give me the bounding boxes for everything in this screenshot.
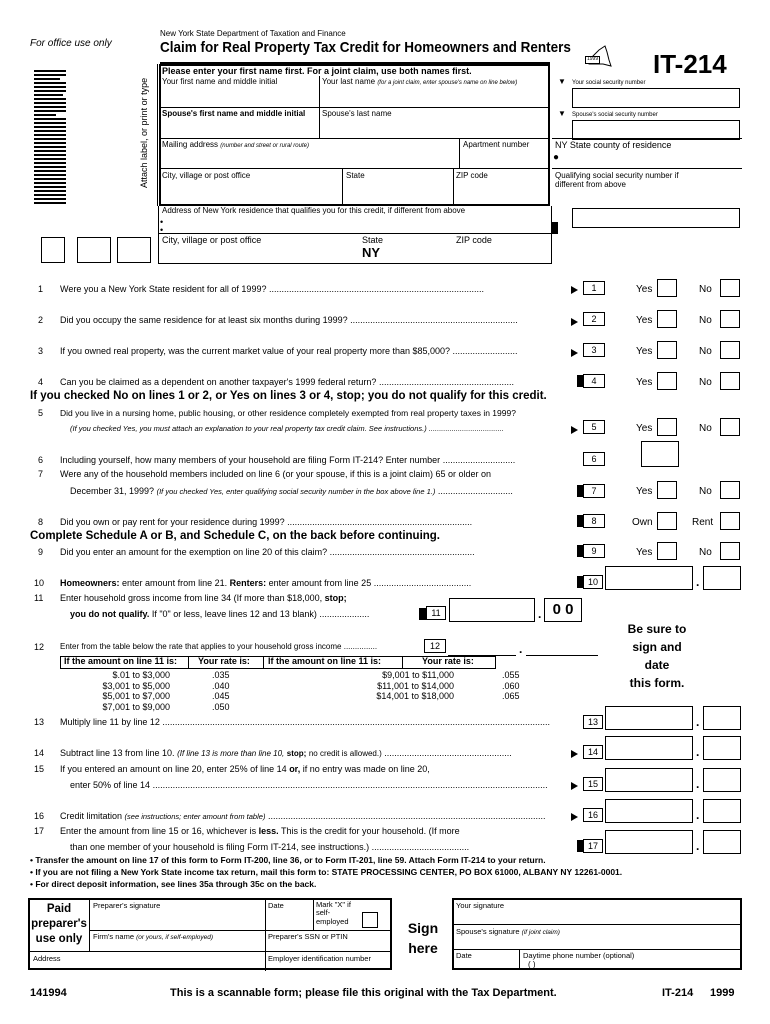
ny-residence-address-field[interactable] [166, 218, 546, 232]
preparer-address-field[interactable] [33, 962, 261, 970]
your-last-name-label: Your last name (for a joint claim, enter spouse's name on line below) [322, 77, 518, 86]
your-first-name-field[interactable] [162, 88, 317, 106]
line-10-dollars-field[interactable] [605, 566, 693, 590]
sign-here-label: Sign here [407, 920, 439, 956]
rate-table-header-3: If the amount on line 11 is: [268, 656, 382, 666]
form-title: Claim for Real Property Tax Credit for Homeowners and Renters [160, 39, 571, 56]
line-11-cents-field: 0 0 [544, 598, 582, 622]
firm-name-field[interactable] [93, 942, 263, 950]
rate-table-header-2: Your rate is: [198, 656, 250, 666]
line-17-dollars-field[interactable] [605, 830, 693, 854]
ny-zip-label: ZIP code [456, 235, 492, 245]
spouse-last-name-label: Spouse's last name [322, 109, 392, 118]
rate-table-row: $3,001 to $5,000 .040 [102, 680, 230, 691]
line-7-box: 7 [583, 484, 605, 498]
city-field[interactable] [162, 182, 340, 202]
line-10-text: Homeowners: enter amount from line 21. Renters: enter amount from line 25 ....................................... [60, 578, 472, 588]
line-6-members-field[interactable] [641, 441, 679, 467]
ny-state-map-icon: 1999 [583, 42, 617, 70]
line-5-note: (If you checked Yes, you must attach an explanation to your real property tax credit claim. See instructions.) .................................... [70, 424, 504, 433]
line-2-yes-checkbox[interactable] [657, 310, 677, 328]
line-17-text: Enter the amount from line 15 or 16, whichever is less. This is the credit for your household. (If more [60, 826, 460, 836]
line-3-box: 3 [583, 343, 605, 357]
line-16-text: Credit limitation (see instructions; enter amount from table) ............................................................................................................... [60, 811, 546, 821]
state-field[interactable] [346, 182, 450, 202]
footer-year: 1999 [710, 987, 735, 999]
line-4-no-checkbox[interactable] [720, 372, 740, 390]
line-9-question: Did you enter an amount for the exemption on line 20 of this claim? .......................................................... [60, 547, 475, 557]
line-15-box: 15 [583, 777, 603, 791]
line-17-text-cont: than one member of your household is filing Form IT-214, see instructions.) ....................................... [70, 842, 470, 852]
spouse-first-name-field[interactable] [162, 120, 317, 136]
county-label: NY State county of residence [555, 140, 672, 150]
spouse-first-name-label: Spouse's first name and middle initial [162, 109, 306, 118]
line-14-arrow-icon [571, 750, 578, 758]
form-code: 141994 [30, 987, 67, 999]
line-5-yes-checkbox[interactable] [657, 418, 677, 436]
line-10-box: 10 [583, 575, 603, 589]
instruction-transfer: • Transfer the amount on line 17 of this form to Form IT-200, line 36, or to Form IT-201, line 59. Attach Form IT-214 to your return. [30, 855, 546, 865]
self-employed-label: Mark "X" if self-employed [316, 900, 351, 926]
ny-city-field[interactable] [162, 246, 342, 262]
apartment-label: Apartment number [463, 140, 530, 149]
office-box-1 [41, 237, 65, 263]
line-2-arrow-icon [571, 318, 578, 326]
address-label: Address [33, 954, 61, 963]
line-5-no-checkbox[interactable] [720, 418, 740, 436]
line-15-cents-field[interactable] [703, 768, 741, 792]
line-15-text: If you entered an amount on line 20, enter 25% of line 14 or, if no entry was made on line 20, [60, 764, 430, 774]
rate-table-header-4: Your rate is: [422, 656, 474, 666]
mailing-address-label: Mailing address (number and street or rural route) [162, 140, 309, 149]
complete-schedules-notice: Complete Schedule A or B, and Schedule C, on the back before continuing. [30, 530, 441, 542]
self-employed-checkbox[interactable] [362, 912, 378, 928]
barcode [34, 70, 66, 206]
county-bullet-icon: ● [553, 152, 560, 163]
ssn-arrow-icon: ▼ [558, 77, 566, 86]
line-7-yes-checkbox[interactable] [657, 481, 677, 499]
sign-reminder: Be sure to sign and date this form. [627, 622, 687, 690]
line-13-text: Multiply line 11 by line 12 ........................................................................................................................................................... [60, 717, 550, 727]
line-17-box: 17 [583, 839, 603, 853]
rate-table-row: $7,001 to $9,000 .050 [102, 701, 230, 712]
spouse-signature-label: Spouse's signature (if joint claim) [456, 927, 560, 936]
line-7-question: Were any of the household members included on line 6 (or your spouse, if this is a joint claim) 65 or older on [60, 469, 492, 479]
line-1-box: 1 [583, 281, 605, 295]
line-13-box: 13 [583, 715, 603, 729]
line-4-box: 4 [583, 374, 605, 388]
spouse-signature-field[interactable] [456, 938, 738, 948]
line-16-box: 16 [583, 808, 603, 822]
ny-zip-field[interactable] [456, 246, 548, 262]
line-4-yes-checkbox[interactable] [657, 372, 677, 390]
apartment-field[interactable] [463, 151, 547, 167]
line-3-question: If you owned real property, was the current market value of your real property more than $85,000? .......................... [60, 346, 518, 356]
line-8-rent-checkbox[interactable] [720, 512, 740, 530]
office-box-3 [117, 237, 151, 263]
ny-state-label: State [362, 235, 384, 245]
rate-table-row: $5,001 to $7,000 .045 [102, 691, 230, 701]
line-12-box: 12 [424, 639, 446, 653]
rate-table-row: $11,001 to $14,000 .060 [377, 680, 520, 691]
ny-state-value: NY [362, 245, 381, 260]
line-1-question: Were you a New York State resident for all of 1999? ...................................................................................... [60, 284, 485, 294]
qualifying-ssn-field[interactable] [572, 208, 740, 228]
line-5-box: 5 [583, 420, 605, 434]
office-use-label: For office use only [30, 38, 112, 49]
qualifying-ssn-label: Qualifying social security number if different from above [555, 171, 679, 189]
line-8-box: 8 [583, 514, 605, 528]
zip-label: ZIP code [456, 171, 488, 180]
line-3-yes-checkbox[interactable] [657, 341, 677, 359]
office-box-2 [77, 237, 111, 263]
line-15-dollars-field[interactable] [605, 768, 693, 792]
line-15-arrow-icon [571, 782, 578, 790]
spouse-ssn-label: Spouse's social security number [572, 112, 658, 118]
county-field[interactable] [562, 152, 740, 166]
your-first-name-label: Your first name and middle initial [162, 77, 278, 86]
ny-address-bullet-icon: • [160, 217, 164, 227]
line-8-question: Did you own or pay rent for your residence during 1999? .......................................................................... [60, 517, 473, 527]
scannable-notice: This is a scannable form; please file this original with the Tax Department. [170, 987, 557, 999]
spouse-last-name-field[interactable] [322, 120, 548, 136]
paid-preparer-label: Paid preparer's use only [31, 903, 87, 945]
rate-table-row: $14,001 to $18,000 .065 [376, 691, 520, 701]
sign-date-label: Date [456, 951, 472, 960]
line-7-no-checkbox[interactable] [720, 481, 740, 499]
line-10-cents-field[interactable] [703, 566, 741, 590]
zip-field[interactable] [456, 182, 548, 202]
line-9-box: 9 [583, 544, 605, 558]
preparer-ssn-label: Preparer's SSN or PTIN [268, 932, 348, 941]
line-5-question: Did you live in a nursing home, public housing, or other residence completely exempted from real property taxes in 1999? [60, 408, 516, 418]
your-signature-label: Your signature [456, 901, 505, 910]
rate-table-header-1: If the amount on line 11 is: [64, 656, 178, 666]
line-2-no-checkbox[interactable] [720, 310, 740, 328]
rate-table-row: $.01 to $3,000 .035 [112, 670, 230, 680]
mailing-address-field[interactable] [162, 151, 456, 167]
firm-name-label: Firm's name (or yours, if self-employed) [93, 932, 214, 941]
stop-notice: If you checked No on lines 1 or 2, or Yes on lines 3 or 4, stop; you do not qualify for this credit. [30, 390, 547, 402]
ny-residence-label: Address of New York residence that qualifies you for this credit, if different from above [162, 206, 466, 215]
line-7-question-cont: December 31, 1999? (If you checked Yes, enter qualifying social security number in the box above line 1.) .............................. [70, 486, 513, 496]
line-11-box: 11 [426, 606, 446, 620]
line-4-question: Can you be claimed as a dependent on another taxpayer's 1999 federal return? ...................................................... [60, 377, 514, 387]
state-label: State [346, 171, 365, 180]
instruction-direct-deposit: • For direct deposit information, see lines 35a through 35c on the back. [30, 879, 317, 889]
spouse-ssn-field[interactable] [572, 120, 740, 140]
line-1-no-checkbox[interactable] [720, 279, 740, 297]
line-2-box: 2 [583, 312, 605, 326]
line-6-question: Including yourself, how many members of your household are filing Form IT-214? Enter number ............................. [60, 455, 516, 465]
line-11-text: Enter household gross income from line 34 (If more than $18,000, stop; [60, 593, 347, 603]
line-15-text-cont: enter 50% of line 14 .............................................................................................................................................................. [70, 780, 548, 790]
line-14-cents-field[interactable] [703, 736, 741, 760]
name-instruction: Please enter your first name first. For a joint claim, use both names first. [162, 66, 472, 76]
preparer-date-label: Date [268, 901, 284, 910]
line-5-arrow-icon [571, 426, 578, 434]
form-number: IT-214 [653, 49, 727, 79]
footer-form-number: IT-214 [662, 987, 694, 999]
line-9-yes-checkbox[interactable] [657, 542, 677, 560]
line-12-rate-decimal-field[interactable] [526, 638, 598, 656]
line-16-cents-field[interactable] [703, 799, 741, 823]
employer-id-label: Employer identification number [268, 954, 371, 963]
line-3-no-checkbox[interactable] [720, 341, 740, 359]
line-14-text: Subtract line 13 from line 10. (If line 13 is more than line 10, stop; no credit is allowed.) ................................................... [60, 748, 512, 758]
line-13-dollars-field[interactable] [605, 706, 693, 730]
line-12-text: Enter from the table below the rate that applies to your household gross income ............... [60, 642, 378, 651]
line-11-text-cont: you do not qualify. If "0" or less, leave lines 12 and 13 blank) .................... [70, 609, 370, 619]
line-3-arrow-icon [571, 349, 578, 357]
line-14-dollars-field[interactable] [605, 736, 693, 760]
line-1-yes-checkbox[interactable] [657, 279, 677, 297]
instruction-mail: • If you are not filing a New York State income tax return, mail this form to: STATE PROCESSING CENTER, PO BOX 61000, ALBANY NY 12261-0001. [30, 867, 623, 877]
line-17-cents-field[interactable] [703, 830, 741, 854]
attach-label-strip: Attach label, or print or type [132, 64, 158, 206]
ny-city-label: City, village or post office [162, 235, 262, 245]
your-signature-field[interactable] [456, 912, 738, 924]
phone-field[interactable]: ( ) [528, 960, 536, 969]
line-12-rate-field[interactable] [448, 638, 516, 656]
rate-table [60, 656, 520, 714]
line-14-box: 14 [583, 745, 603, 759]
line-8-own-checkbox[interactable] [657, 512, 677, 530]
rate-table-row: $9,001 to $11,000 .055 [382, 670, 520, 680]
your-ssn-label: Your social security number [572, 80, 646, 86]
preparer-signature-label: Preparer's signature [93, 901, 161, 910]
line-6-box: 6 [583, 452, 605, 466]
phone-label: Daytime phone number (optional) [523, 951, 635, 960]
line-16-arrow-icon [571, 813, 578, 821]
city-label: City, village or post office [162, 171, 251, 180]
department-name: New York State Department of Taxation and Finance [160, 29, 346, 38]
your-last-name-field[interactable] [322, 88, 548, 106]
spouse-ssn-arrow-icon: ▼ [558, 109, 566, 118]
line-13-cents-field[interactable] [703, 706, 741, 730]
preparer-signature-field[interactable] [93, 912, 263, 930]
line-2-question: Did you occupy the same residence for at least six months during 1999? ................................................................... [60, 315, 518, 325]
line-1-arrow-icon [571, 286, 578, 294]
your-ssn-field[interactable] [572, 88, 740, 108]
line-11-dollars-field[interactable] [449, 598, 535, 622]
line-16-dollars-field[interactable] [605, 799, 693, 823]
line-9-no-checkbox[interactable] [720, 542, 740, 560]
